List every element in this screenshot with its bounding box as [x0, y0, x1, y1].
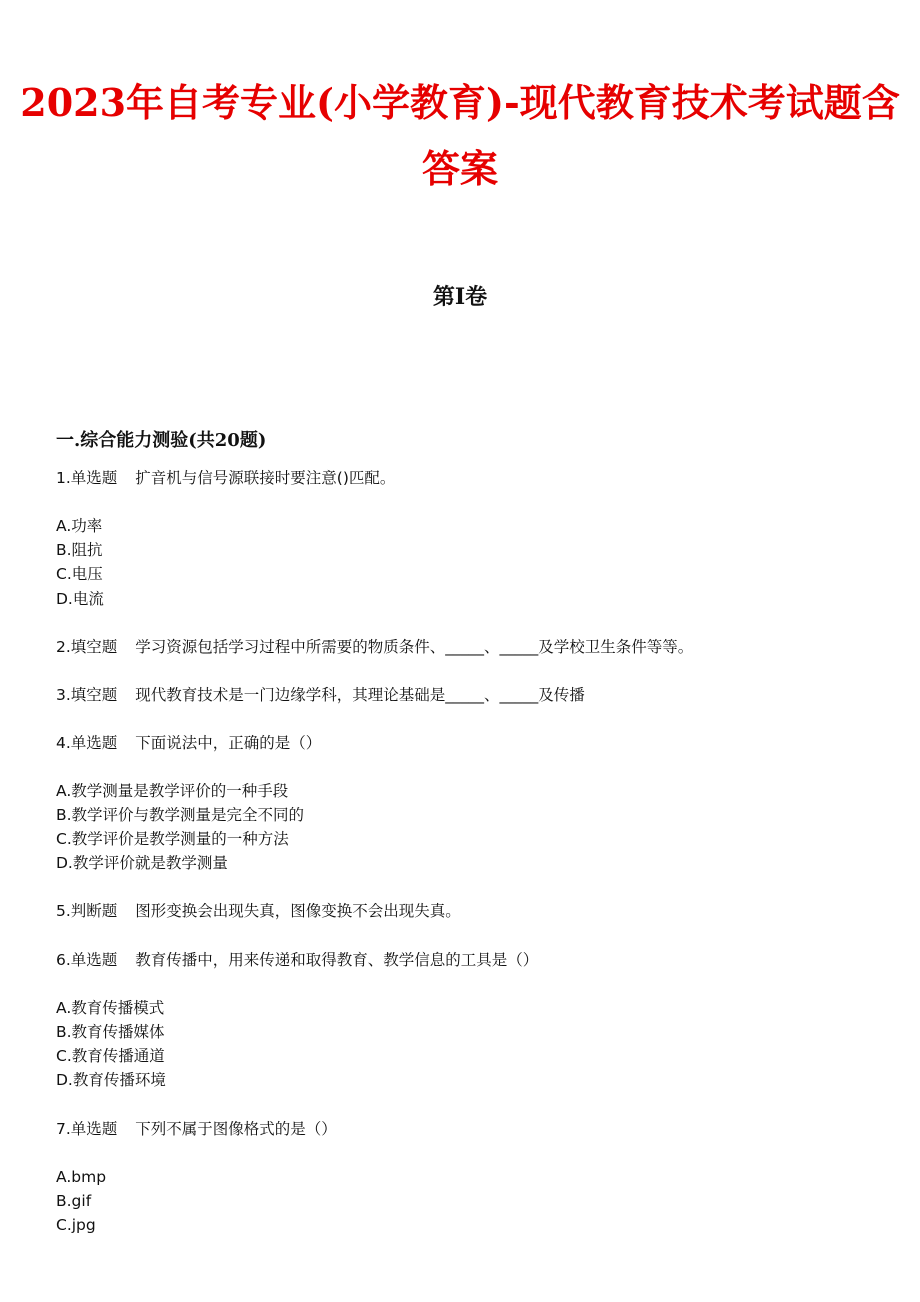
question-7 [56, 1117, 337, 1141]
question-2-type: 2.填空题 [56, 638, 118, 656]
question-2-text: 学习资源包括学习过程中所需要的物质条件、_____、_____及学校卫生条件等等。 [135, 638, 694, 656]
question-1-option-b: B.阻抗 [56, 541, 103, 559]
section-heading: 一.综合能力测验(共20题) [56, 430, 267, 451]
question-4-option-a: A.教学测量是教学评价的一种手段 [56, 782, 289, 800]
question-4-option-d: D.教学评价就是教学测量 [56, 854, 228, 872]
question-6-option-a: A.教育传播模式 [56, 999, 165, 1017]
question-6-option-c: C.教育传播通道 [56, 1047, 165, 1065]
question-6-type: 6.单选题 [56, 951, 118, 969]
question-5 [56, 899, 461, 923]
question-1-option-a: A.功率 [56, 517, 103, 535]
question-3-text: 现代教育技术是一门边缘学科，其理论基础是_____、_____及传播 [135, 686, 585, 704]
question-4-text: 下面说法中，正确的是（） [135, 734, 322, 752]
question-7-option-c: C.jpg [56, 1216, 96, 1234]
question-5-type: 5.判断题 [56, 902, 118, 920]
question-4-type: 4.单选题 [56, 734, 118, 752]
question-4-option-b: B.教学评价与教学测量是完全不同的 [56, 806, 305, 824]
question-1 [56, 466, 395, 490]
document-title-line-2: 答案 [421, 146, 498, 191]
question-3 [56, 683, 585, 707]
question-6-text: 教育传播中，用来传递和取得教育、教学信息的工具是（） [135, 951, 539, 969]
question-7-option-b: B.gif [56, 1192, 92, 1210]
question-4 [56, 731, 321, 755]
question-2 [56, 635, 693, 659]
question-1-option-d: D.电流 [56, 590, 104, 608]
question-3-type: 3.填空题 [56, 686, 118, 704]
question-1-text: 扩音机与信号源联接时要注意()匹配。 [135, 469, 396, 487]
volume-heading: 第I卷 [432, 284, 488, 310]
question-6-option-d: D.教育传播环境 [56, 1071, 166, 1089]
question-6 [56, 948, 538, 972]
question-7-option-a: A.bmp [56, 1168, 107, 1186]
question-1-option-c: C.电压 [56, 565, 103, 583]
question-7-type: 7.单选题 [56, 1120, 118, 1138]
document-title-line-1: 2023年自考专业(小学教育)-现代教育技术考试题含 [20, 80, 900, 125]
question-5-text: 图形变换会出现失真，图像变换不会出现失真。 [135, 902, 461, 920]
question-1-type: 1.单选题 [56, 469, 118, 487]
question-6-option-b: B.教育传播媒体 [56, 1023, 165, 1041]
question-7-text: 下列不属于图像格式的是（） [135, 1120, 337, 1138]
document-title [0, 70, 920, 202]
question-4-option-c: C.教学评价是教学测量的一种方法 [56, 830, 289, 848]
